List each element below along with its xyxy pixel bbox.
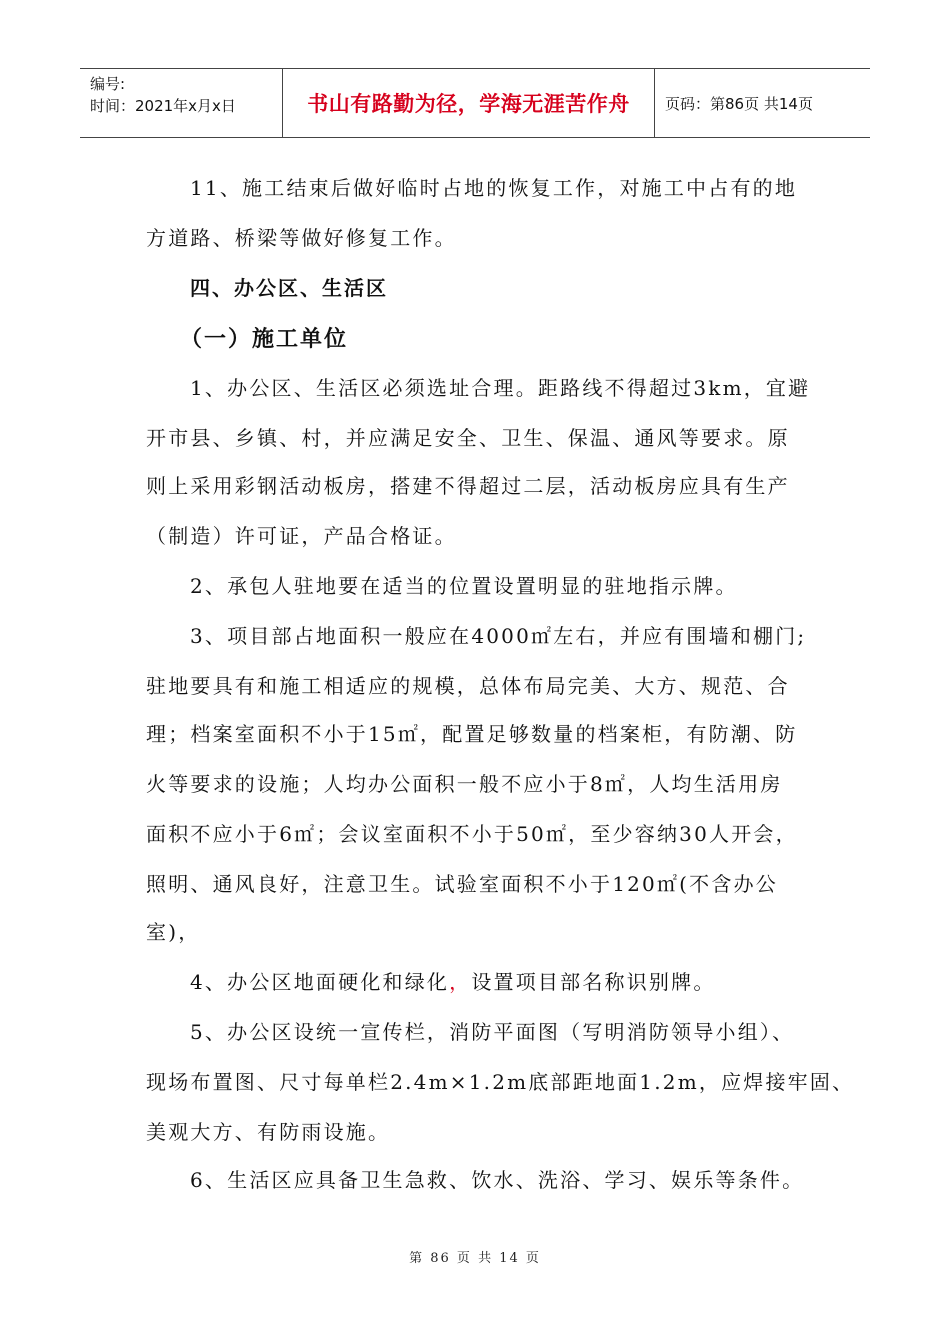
paragraph-line: 方道路、桥梁等做好修复工作。 (146, 226, 457, 250)
doc-number-label: 编号: (90, 75, 126, 93)
paragraph-line: 11、施工结束后做好临时占地的恢复工作，对施工中占有的地 (190, 176, 798, 200)
paragraph-line: 火等要求的设施；人均办公面积一般不应小于8㎡，人均生活用房 (146, 772, 783, 796)
paragraph-line: 6、生活区应具备卫生急救、饮水、洗浴、学习、娱乐等条件。 (190, 1168, 805, 1192)
paragraph-line: 面积不应小于6㎡；会议室面积不小于50㎡，至少容纳30人开会， (146, 822, 798, 846)
footer-page-number: 第 86 页 共 14 页 (409, 1251, 541, 1266)
paragraph-line: 驻地要具有和施工相适应的规模，总体布局完美、大方、规范、合 (146, 674, 790, 698)
paragraph-text: 设置项目部名称识别牌。 (471, 970, 716, 994)
paragraph-line: 5、办公区设统一宣传栏，消防平面图（写明消防领导小组）、 (190, 1020, 795, 1044)
paragraph-line: 现场布置图、尺寸每单栏2.4m×1.2m底部距地面1.2m，应焊接牢固、 (146, 1070, 855, 1094)
section-heading: 四、办公区、生活区 (190, 276, 388, 300)
header-motto: 书山有路勤为径，学海无涯苦作舟 (307, 92, 630, 116)
paragraph-line: 则上采用彩钢活动板房，搭建不得超过二层，活动板房应具有生产 (146, 474, 790, 498)
paragraph-line: 2、承包人驻地要在适当的位置设置明显的驻地指示牌。 (190, 574, 738, 598)
doc-time-label: 时间：2021年x月x日 (90, 97, 236, 115)
paragraph-line: 美观大方、有防雨设施。 (146, 1120, 391, 1144)
paragraph-line: 室)， (146, 920, 201, 944)
paragraph-line (190, 966, 716, 995)
paragraph-text: 4、办公区地面硬化和绿化 (190, 970, 450, 994)
paragraph-line: 照明、通风良好，注意卫生。试验室面积不小于120㎡(不含办公 (146, 872, 778, 896)
header-page-info (655, 69, 870, 137)
red-comma: ， (449, 970, 472, 994)
paragraph-line: （制造）许可证，产品合格证。 (146, 524, 457, 548)
paragraph-line: 3、项目部占地面积一般应在4000㎡左右，并应有围墙和棚门; (190, 624, 807, 648)
header-table (80, 68, 870, 138)
page-info-text: 页码：第86页 共14页 (665, 94, 813, 113)
subsection-heading: （一）施工单位 (180, 327, 349, 352)
header-meta (80, 69, 283, 137)
paragraph-line: 开市县、乡镇、村，并应满足安全、卫生、保温、通风等要求。原 (146, 426, 790, 450)
paragraph-line: 1、办公区、生活区必须选址合理。距路线不得超过3km，宜避 (190, 376, 811, 400)
paragraph-line: 理；档案室面积不小于15㎡，配置足够数量的档案柜，有防潮、防 (146, 722, 798, 746)
page-footer (0, 1247, 950, 1266)
header-motto-cell (283, 69, 655, 137)
